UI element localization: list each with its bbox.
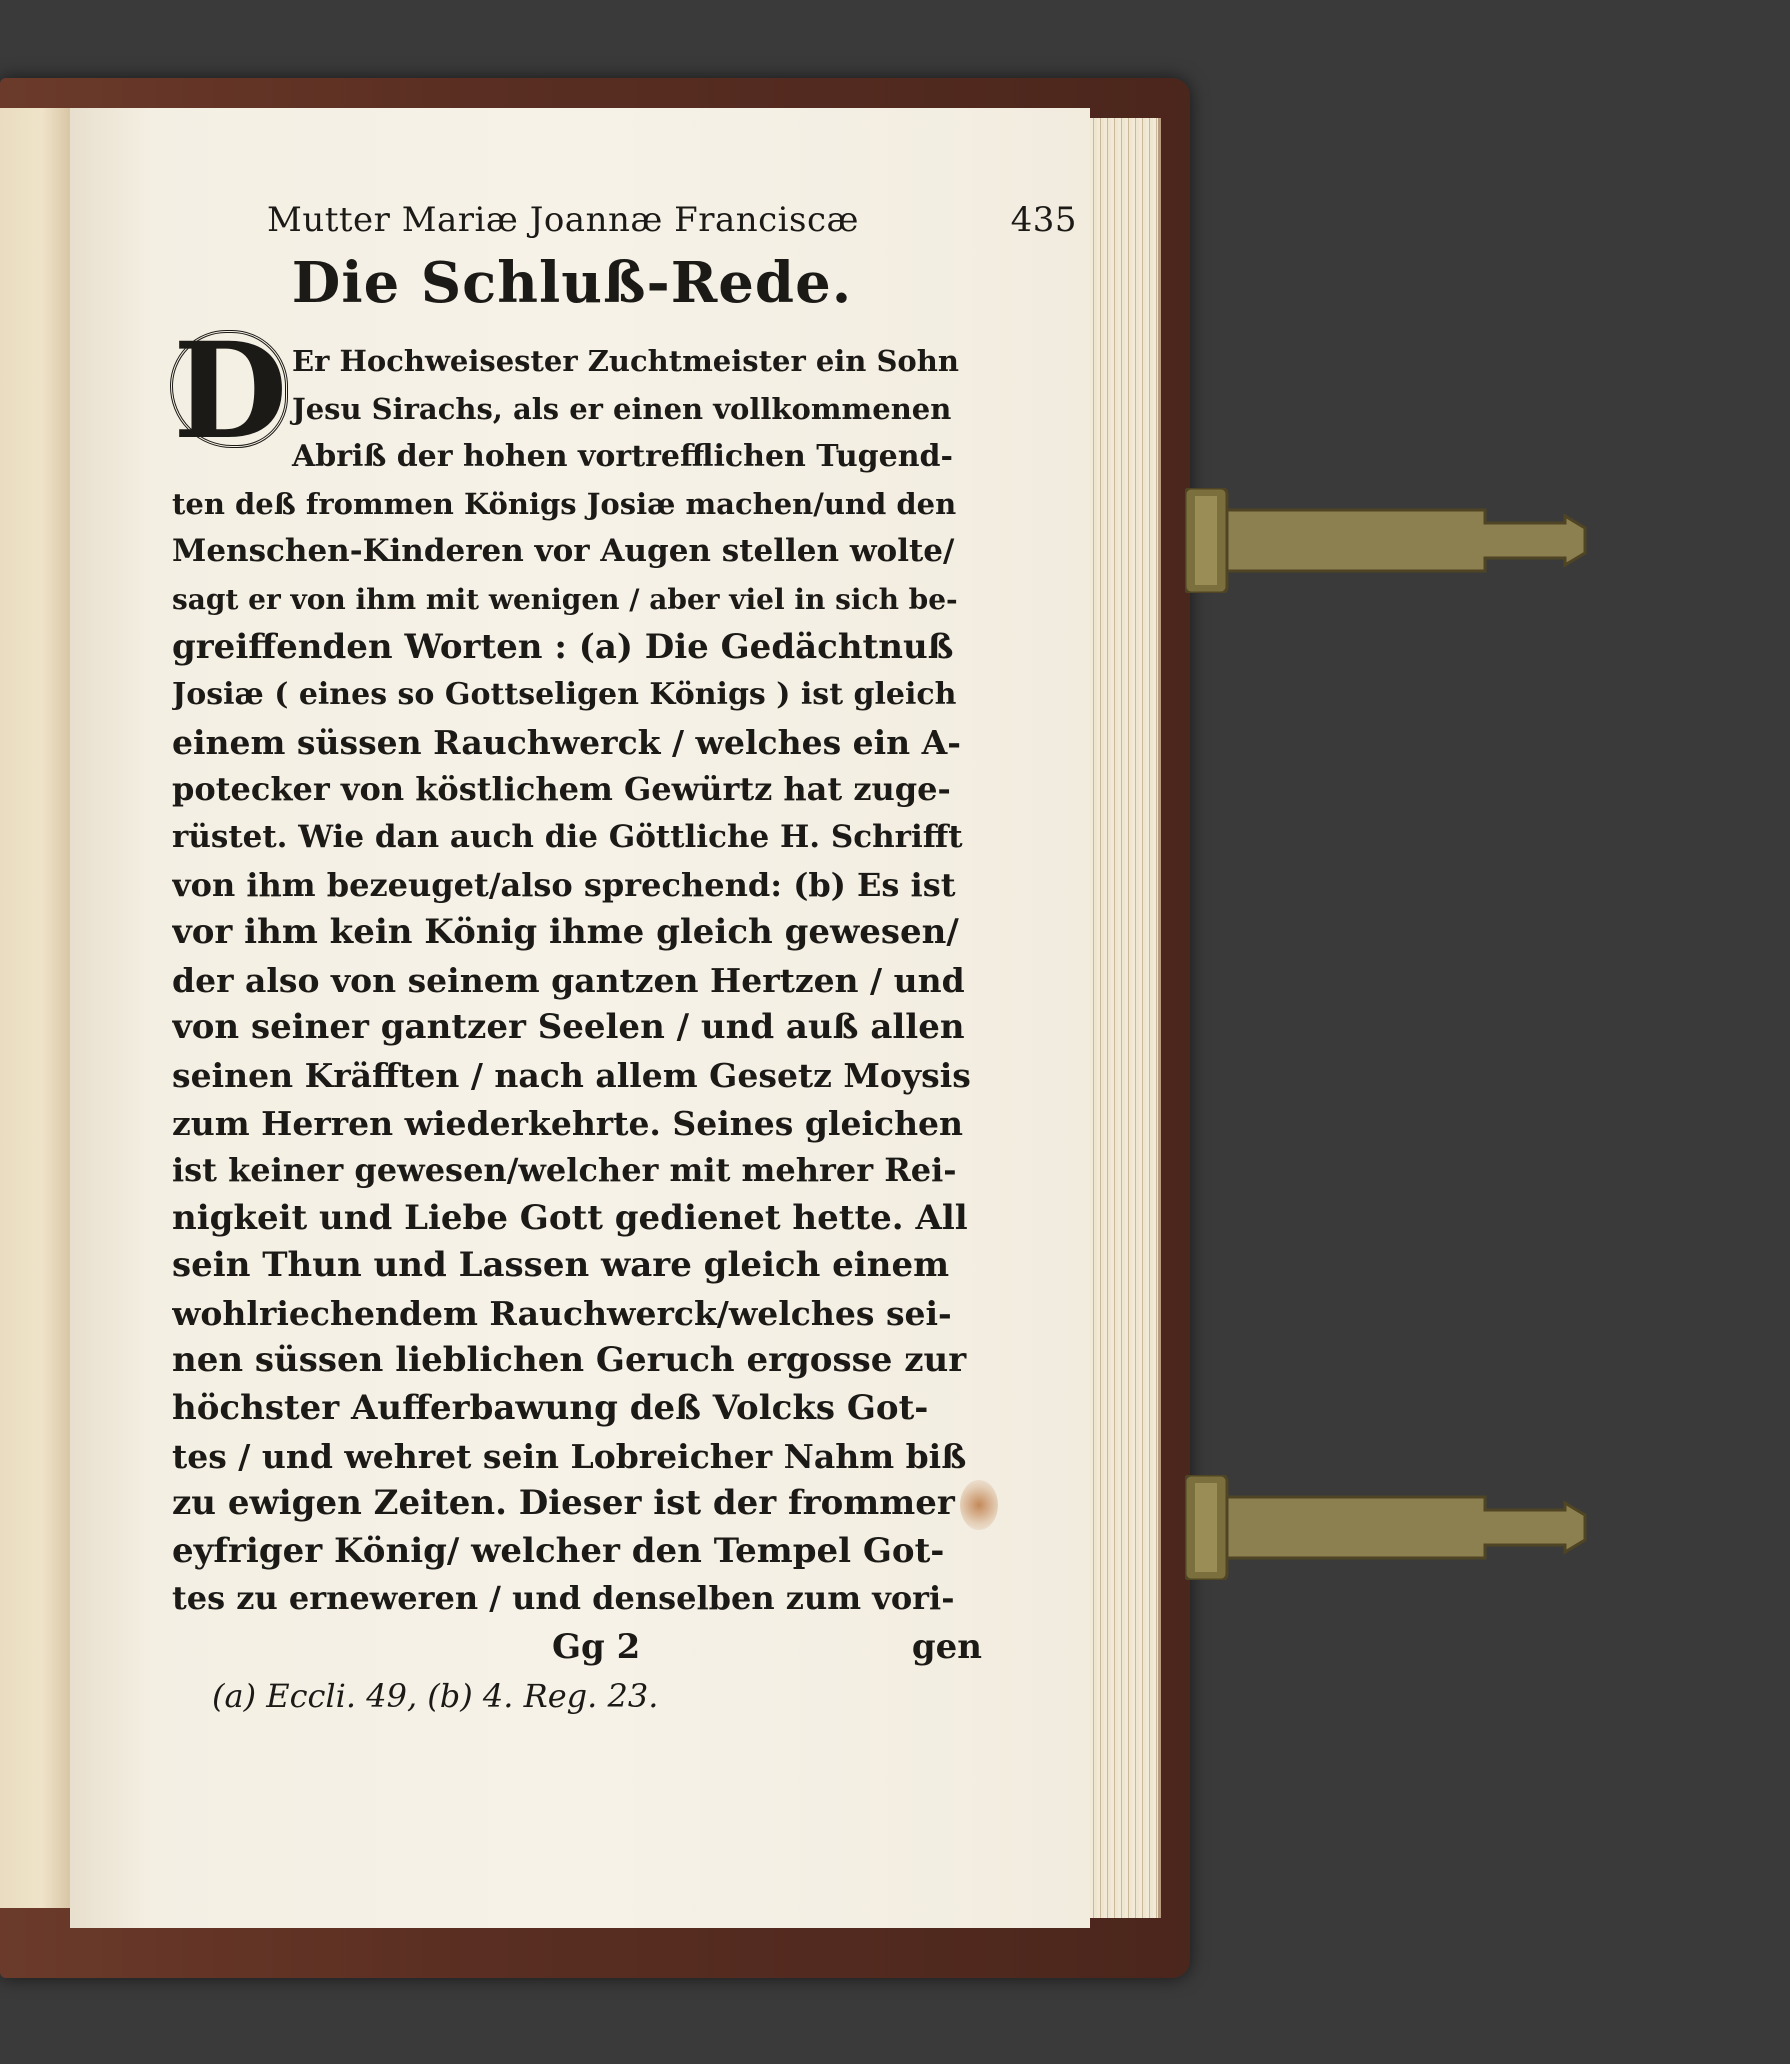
- text-line: sagt er von ihm mit wenigen / aber viel in sich be-: [172, 582, 958, 616]
- running-title: Mutter Mariæ Joannæ Franciscæ: [267, 200, 860, 240]
- running-header: [267, 200, 1077, 240]
- text-line: Jesu Sirachs, als er einen vollkommenen: [292, 391, 952, 426]
- page-text: [172, 200, 1077, 1716]
- text-line: zum Herren wiederkehrte. Seines gleichen: [172, 1103, 964, 1143]
- text-line: greiffenden Worten : (a) Die Gedächtnuß: [172, 626, 954, 667]
- text-line: tes / und wehret sein Lobreicher Nahm biß: [172, 1436, 967, 1476]
- text-line: sein Thun und Lassen ware gleich einem: [172, 1245, 950, 1286]
- body-text: [172, 314, 972, 1623]
- text-line: ten deß frommen Königs Josiæ machen/und den: [172, 486, 957, 521]
- footnote: (a) Eccli. 49, (b) 4. Reg. 23.: [212, 1677, 659, 1716]
- section-title: Die Schluß-Rede.: [291, 250, 853, 316]
- clasp-top: [1185, 488, 1595, 593]
- text-line: nigkeit und Liebe Gott gedienet hette. All: [172, 1197, 968, 1238]
- text-line: wohlriechendem Rauchwerck/welches sei-: [172, 1293, 952, 1333]
- signature-line: [172, 1627, 982, 1667]
- text-line: von seiner gantzer Seelen / und auß allen: [172, 1007, 965, 1048]
- drop-cap: D: [170, 330, 288, 448]
- text-line: von ihm bezeuget/also sprechend: (b) Es ist: [172, 865, 956, 904]
- text-line: der also von seinem gantzen Hertzen / und: [172, 960, 965, 1000]
- text-line: seinen Kräfften / nach allem Gesetz Moysis: [172, 1055, 971, 1095]
- page-edges: [1090, 118, 1161, 1918]
- text-line: nen süssen lieblichen Geruch ergosse zur: [172, 1340, 967, 1381]
- text-line: ist keiner gewesen/welcher mit mehrer Rei-: [172, 1151, 957, 1190]
- text-line: Abriß der hohen vortrefflichen Tugend-: [292, 439, 953, 475]
- page-number: 435: [1010, 200, 1077, 240]
- text-line: zu ewigen Zeiten. Dieser ist der frommer: [172, 1483, 955, 1524]
- text-line: eyfriger König/ welcher den Tempel Got-: [172, 1530, 945, 1571]
- text-line: Er Hochweisester Zuchtmeister ein Sohn: [292, 344, 959, 378]
- text-line: vor ihm kein König ihme gleich gewesen/: [172, 912, 959, 953]
- text-line: tes zu erneweren / und denselben zum vori-: [172, 1579, 955, 1618]
- text-line: Josiæ ( eines so Gottseligen Königs ) ist gleich: [172, 677, 957, 713]
- facing-page-edge: [0, 108, 70, 1908]
- catchword: gen: [911, 1627, 982, 1668]
- text-line: potecker von köstlichem Gewürtz hat zuge-: [172, 770, 951, 809]
- clasp-bottom: [1185, 1475, 1595, 1580]
- text-line: einem süssen Rauchwerck / welches ein A-: [172, 722, 961, 762]
- text-line: Menschen-Kinderen vor Augen stellen wolte/: [172, 533, 955, 570]
- text-line: rüstet. Wie dan auch die Göttliche H. Schrifft: [172, 818, 963, 855]
- text-line: höchster Aufferbawung deß Volcks Got-: [172, 1388, 929, 1429]
- signature-mark: Gg 2: [552, 1627, 641, 1668]
